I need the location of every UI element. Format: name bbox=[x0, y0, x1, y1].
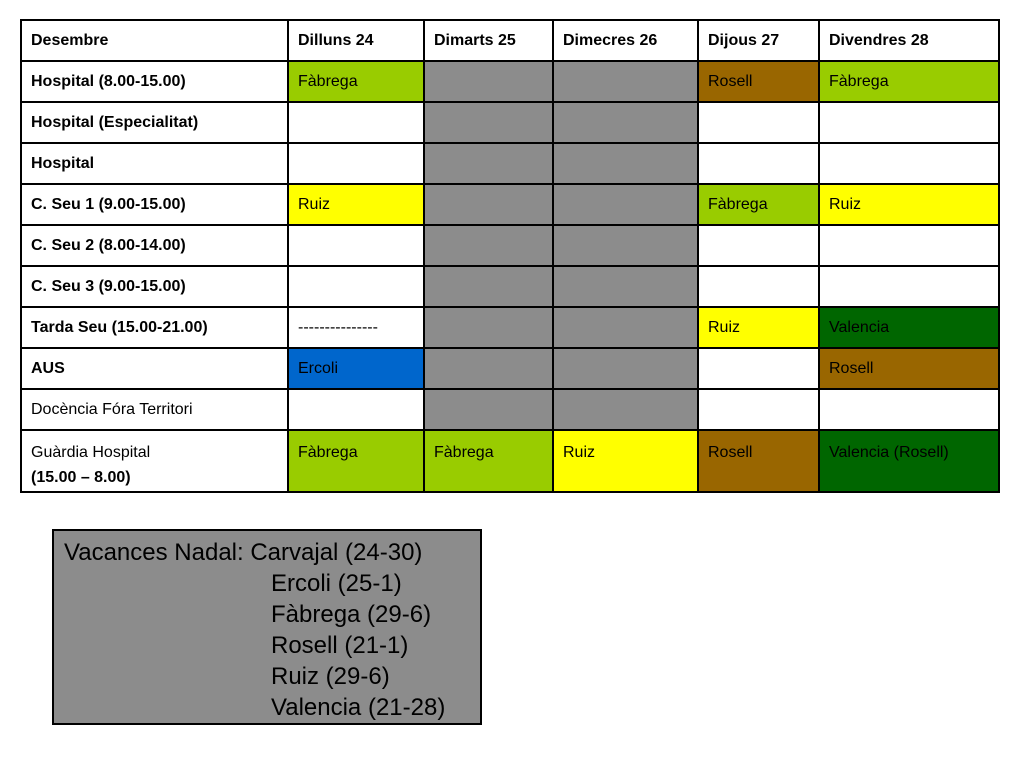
shift-cell: Ercoli bbox=[288, 348, 424, 389]
row-label bbox=[21, 348, 288, 389]
header-row bbox=[21, 20, 999, 61]
vacances-entry: Fàbrega (29-6) bbox=[271, 601, 432, 628]
shift-cell: Fàbrega bbox=[819, 61, 999, 102]
vacances-entry: Ruiz (29-6) bbox=[271, 663, 390, 690]
row-label bbox=[21, 102, 288, 143]
shift-cell bbox=[819, 143, 999, 184]
shift-cell bbox=[553, 389, 698, 430]
row-label bbox=[21, 430, 288, 492]
row-label-line: Hospital bbox=[31, 154, 95, 172]
vacances-entry: Ercoli (25-1) bbox=[271, 570, 402, 597]
schedule-row bbox=[21, 430, 999, 492]
schedule-row bbox=[21, 266, 999, 307]
vacances-entry: Rosell (21-1) bbox=[271, 632, 409, 659]
shift-cell bbox=[424, 184, 553, 225]
row-label-line: AUS bbox=[31, 359, 65, 377]
shift-cell bbox=[698, 143, 819, 184]
header-day: Dimarts 25 bbox=[424, 20, 553, 61]
shift-cell bbox=[424, 102, 553, 143]
schedule-body bbox=[21, 61, 999, 492]
shift-cell bbox=[424, 61, 553, 102]
row-label-line: Docència Fóra Territori bbox=[31, 400, 193, 418]
shift-cell bbox=[424, 225, 553, 266]
schedule-row bbox=[21, 307, 999, 348]
row-label-line: Guàrdia Hospital bbox=[31, 444, 151, 461]
row-label-line: C. Seu 1 (9.00-15.00) bbox=[31, 195, 186, 213]
shift-cell bbox=[553, 266, 698, 307]
shift-cell: Ruiz bbox=[553, 430, 698, 492]
shift-cell: Valencia (Rosell) bbox=[819, 430, 999, 492]
schedule-row bbox=[21, 102, 999, 143]
shift-cell: Ruiz bbox=[288, 184, 424, 225]
shift-cell bbox=[819, 225, 999, 266]
schedule-table bbox=[20, 19, 1000, 493]
header-day: Dimecres 26 bbox=[553, 20, 698, 61]
shift-cell: Rosell bbox=[819, 348, 999, 389]
shift-cell bbox=[424, 348, 553, 389]
shift-cell: Rosell bbox=[698, 61, 819, 102]
shift-cell bbox=[819, 266, 999, 307]
row-label bbox=[21, 307, 288, 348]
shift-cell bbox=[424, 307, 553, 348]
shift-cell bbox=[698, 266, 819, 307]
shift-cell bbox=[424, 389, 553, 430]
shift-cell bbox=[553, 102, 698, 143]
schedule-row bbox=[21, 143, 999, 184]
shift-cell: --------------- bbox=[288, 307, 424, 348]
schedule-row bbox=[21, 184, 999, 225]
shift-cell bbox=[553, 348, 698, 389]
shift-cell bbox=[698, 102, 819, 143]
shift-cell: Ruiz bbox=[819, 184, 999, 225]
header-day: Dilluns 24 bbox=[288, 20, 424, 61]
row-label-line: Tarda Seu (15.00-21.00) bbox=[31, 318, 208, 336]
shift-cell: Fàbrega bbox=[288, 430, 424, 492]
row-label-line: C. Seu 3 (9.00-15.00) bbox=[31, 277, 186, 295]
shift-cell bbox=[288, 102, 424, 143]
shift-cell bbox=[553, 184, 698, 225]
header-month: Desembre bbox=[21, 20, 288, 61]
shift-cell bbox=[553, 143, 698, 184]
row-label bbox=[21, 389, 288, 430]
vacances-entry: Valencia (21-28) bbox=[271, 694, 446, 721]
header-day: Divendres 28 bbox=[819, 20, 999, 61]
shift-cell bbox=[553, 61, 698, 102]
shift-cell: Fàbrega bbox=[424, 430, 553, 492]
row-label-line: Hospital (Especialitat) bbox=[31, 113, 199, 131]
shift-cell: Valencia bbox=[819, 307, 999, 348]
vacances-line bbox=[64, 537, 480, 568]
row-label-line: C. Seu 2 (8.00-14.00) bbox=[31, 236, 186, 254]
shift-cell bbox=[819, 389, 999, 430]
row-label bbox=[21, 184, 288, 225]
shift-cell bbox=[288, 389, 424, 430]
row-label bbox=[21, 225, 288, 266]
shift-cell: Fàbrega bbox=[698, 184, 819, 225]
shift-cell bbox=[819, 102, 999, 143]
shift-cell: Rosell bbox=[698, 430, 819, 492]
shift-cell bbox=[288, 143, 424, 184]
shift-cell bbox=[424, 143, 553, 184]
vacances-entry: Carvajal (24-30) bbox=[250, 539, 423, 566]
vacances-title: Vacances Nadal: bbox=[64, 539, 244, 566]
vacances-box bbox=[52, 529, 482, 725]
shift-cell bbox=[553, 307, 698, 348]
row-label-line: (15.00 – 8.00) bbox=[31, 469, 131, 486]
schedule-row bbox=[21, 61, 999, 102]
row-label bbox=[21, 61, 288, 102]
shift-cell bbox=[698, 225, 819, 266]
shift-cell bbox=[424, 266, 553, 307]
shift-cell: Fàbrega bbox=[288, 61, 424, 102]
schedule-row bbox=[21, 389, 999, 430]
header-day: Dijous 27 bbox=[698, 20, 819, 61]
row-label-line: Hospital (8.00-15.00) bbox=[31, 72, 186, 90]
shift-cell bbox=[698, 348, 819, 389]
row-label bbox=[21, 143, 288, 184]
shift-cell bbox=[553, 225, 698, 266]
schedule-row bbox=[21, 225, 999, 266]
schedule-row bbox=[21, 348, 999, 389]
shift-cell bbox=[288, 225, 424, 266]
shift-cell bbox=[288, 266, 424, 307]
row-label bbox=[21, 266, 288, 307]
shift-cell bbox=[698, 389, 819, 430]
shift-cell: Ruiz bbox=[698, 307, 819, 348]
